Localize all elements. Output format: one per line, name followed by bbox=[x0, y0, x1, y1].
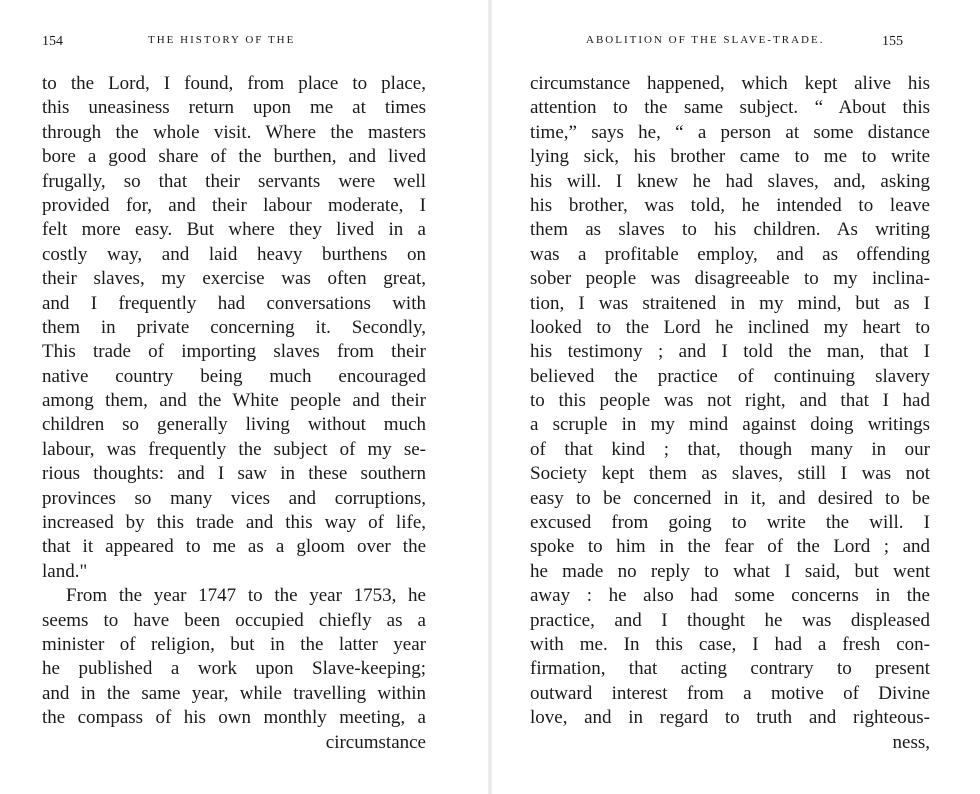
text-line: seems to have been occupied chiefly as a bbox=[42, 609, 426, 631]
left-page-body bbox=[42, 72, 426, 755]
catchword: circumstance bbox=[325, 731, 426, 753]
text-line: rious thoughts: and I saw in these southern bbox=[42, 463, 426, 485]
text-line: time,” says he, “ a person at some distance bbox=[530, 121, 930, 143]
text-line: to this people was not right, and that I had bbox=[530, 390, 930, 412]
text-line: this uneasiness return upon me at times bbox=[42, 97, 426, 119]
text-line: a scruple in my mind against doing writings bbox=[530, 414, 930, 436]
text-line: labour, was frequently the subject of my se- bbox=[42, 438, 426, 460]
text-line: excused from going to write the will. I bbox=[530, 512, 930, 534]
text-line: tion, I was straitened in my mind, but as I bbox=[530, 292, 930, 314]
text-line: their slaves, my exercise was often great, bbox=[42, 268, 426, 290]
text-line: believed the practice of continuing slavery bbox=[530, 365, 930, 387]
text-line: his brother, was told, he intended to leave bbox=[530, 194, 930, 216]
right-page bbox=[490, 0, 980, 794]
text-line: he published a work upon Slave-keeping; bbox=[42, 658, 426, 680]
right-page-body bbox=[530, 72, 930, 755]
text-line: Society kept them as slaves, still I was not bbox=[530, 463, 930, 485]
catchword: ness, bbox=[892, 731, 930, 753]
text-line: lying sick, his brother came to me to write bbox=[530, 146, 930, 168]
text-line: through the whole visit. Where the masters bbox=[42, 121, 426, 143]
text-line: among them, and the White people and their bbox=[42, 390, 426, 412]
left-running-head: THE HISTORY OF THE bbox=[148, 34, 296, 46]
text-line: attention to the same subject. “ About this bbox=[530, 97, 930, 119]
text-line: them as slaves to his children. As writing bbox=[530, 219, 930, 241]
text-line: easy to be concerned in it, and desired to be bbox=[530, 487, 930, 509]
text-line: circumstance happened, which kept alive his bbox=[530, 73, 930, 94]
text-line: provinces so many vices and corruptions, bbox=[42, 487, 426, 509]
text-line: bore a good share of the burthen, and lived bbox=[42, 146, 426, 168]
text-line: of that kind ; that, though many in our bbox=[530, 438, 930, 460]
text-line: the compass of his own monthly meeting, a bbox=[42, 707, 426, 729]
text-line: outward interest from a motive of Divine bbox=[530, 682, 930, 704]
text-line: he made no reply to what I said, but went bbox=[530, 560, 930, 582]
text-line: spoke to him in the fear of the Lord ; and bbox=[530, 536, 930, 558]
text-line: his testimony ; and I told the man, that I bbox=[530, 341, 930, 363]
text-line: provided for, and their labour moderate, I bbox=[42, 194, 426, 216]
text-line: looked to the Lord he inclined my heart to bbox=[530, 316, 930, 338]
text-line: and I frequently had conversations with bbox=[42, 292, 426, 314]
text-line: felt more easy. But where they lived in a bbox=[42, 219, 426, 241]
text-line: practice, and I thought he was displeased bbox=[530, 609, 930, 631]
right-running-head: ABOLITION OF THE SLAVE-TRADE. bbox=[586, 34, 825, 46]
text-line: land." bbox=[42, 560, 88, 582]
text-line: From the year 1747 to the year 1753, he bbox=[66, 585, 426, 607]
text-line: increased by this trade and this way of life, bbox=[42, 512, 426, 534]
right-page-number: 155 bbox=[882, 34, 903, 49]
text-line: his will. I knew he had slaves, and, asking bbox=[530, 170, 930, 192]
text-line: and in the same year, while travelling within bbox=[42, 682, 426, 704]
left-page-number: 154 bbox=[42, 34, 63, 49]
text-line: minister of religion, but in the latter year bbox=[42, 633, 426, 655]
text-line: them in private concerning it. Secondly, bbox=[42, 316, 426, 338]
text-line: away : he also had some concerns in the bbox=[530, 585, 930, 607]
text-line: to the Lord, I found, from place to place, bbox=[42, 73, 426, 94]
text-line: This trade of importing slaves from their bbox=[42, 341, 426, 363]
text-line: that it appeared to me as a gloom over the bbox=[42, 536, 426, 558]
text-line: sober people was disagreeable to my inclina- bbox=[530, 268, 930, 290]
text-line: was a profitable employ, and as offending bbox=[530, 243, 930, 265]
text-line: firmation, that acting contrary to present bbox=[530, 658, 930, 680]
text-line: native country being much encouraged bbox=[42, 365, 426, 387]
text-line: frugally, so that their servants were well bbox=[42, 170, 426, 192]
text-line: love, and in regard to truth and righteous- bbox=[530, 707, 930, 729]
text-line: children so generally living without much bbox=[42, 414, 426, 436]
text-line: with me. In this case, I had a fresh con- bbox=[530, 633, 930, 655]
text-line: costly way, and laid heavy burthens on bbox=[42, 243, 426, 265]
